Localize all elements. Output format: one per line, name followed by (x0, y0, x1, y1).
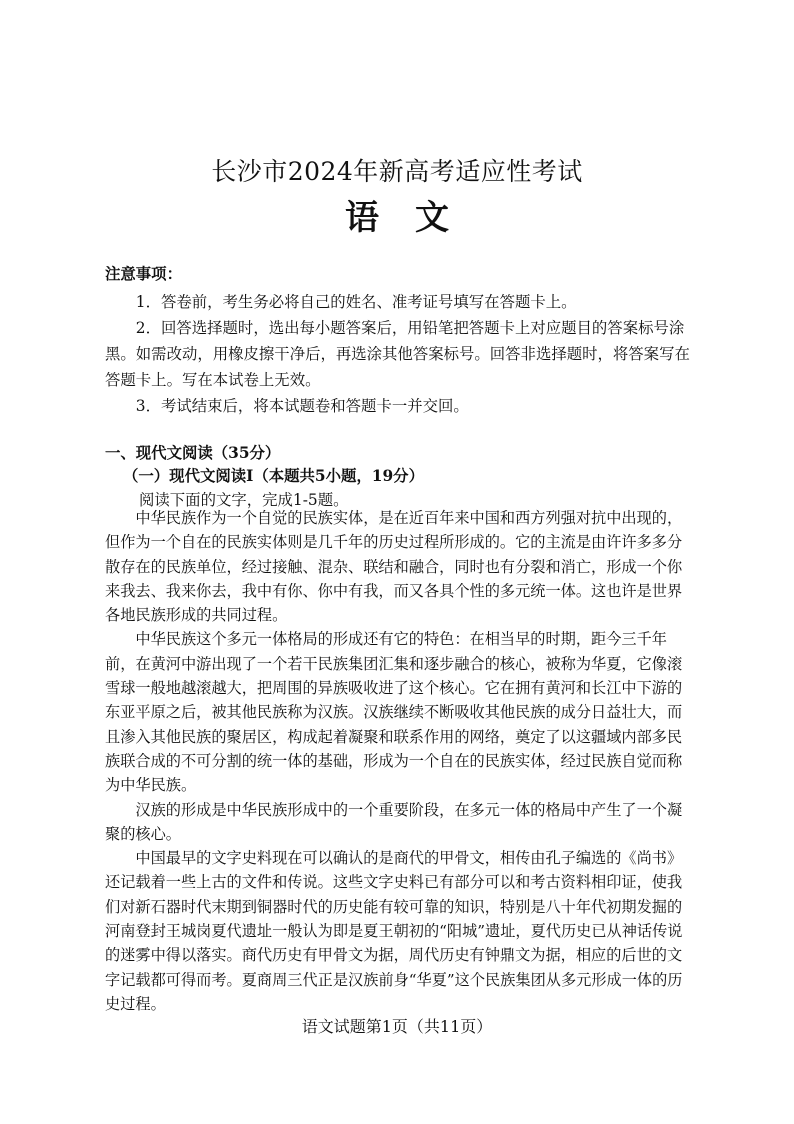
passage-paragraph-4: 中国最早的文字史料现在可以确认的是商代的甲骨文，相传由孔子编选的《尚书》还记载着一些上古的文件和传说。这些文字史料已有部分可以和考古资料相印证，使我们对新石器时代末期到铜器时代的历史能有较可靠的知识，特别是八十年代初期发掘的河南登封王城岗夏代遗址一般认为即是夏王朝初的“阳城”遗址，夏代历史已从神话传说的迷雾中得以落实。商代历史有甲骨文为据，周代历史有钟鼎文为据，相应的后世的文字记载都可得而考。夏商周三代正是汉族前身“华夏”这个民族集团从多元形成一体的历史过程。 (105, 849, 683, 1013)
page-footer: 语文试题第1页（共11页） (301, 1017, 493, 1036)
note-item-1: 1．答卷前，考生务必将自己的姓名、准考证号填写在答题卡上。 (135, 293, 577, 311)
passage-paragraph-2: 中华民族这个多元一体格局的形成还有它的特色：在相当早的时期，距今三千年前，在黄河中游出现了一个若干民族集团汇集和逐步融合的核心，被称为华夏，它像滚雪球一般地越滚越大，把周围的异族吸收进了这个核心。它在拥有黄河和长江中下游的东亚平原之后，被其他民族称为汉族。汉族继续不断吸收其他民族的成分日益壮大，而且渗入其他民族的聚居区，构成起着凝聚和联系作用的网络，奠定了以这疆域内部多民族联合成的不可分割的统一体的基础，形成为一个自在的民族实体，经过民族自觉而称为中华民族。 (105, 630, 683, 795)
note-item-3: 3．考试结束后，将本试题卷和答题卡一并交回。 (135, 397, 469, 415)
section-subtitle: （一）现代文阅读Ⅰ（本题共5小题，19分） (123, 467, 424, 485)
subject-title: 语文 (345, 198, 485, 238)
exam-title: 长沙市2024年新高考适应性考试 (211, 157, 583, 186)
note-item-2: 2．回答选择题时，选出每小题答案后，用铅笔把答题卡上对应题目的答案标号涂黑。如需改动，用橡皮擦干净后，再选涂其他答案标号。回答非选择题时，将答案写在答题卡上。写在本试卷上无效。 (105, 319, 690, 389)
passage-paragraph-1: 中华民族作为一个自觉的民族实体，是在近百年来中国和西方列强对抗中出现的，但作为一个自在的民族实体则是几千年的历史过程所形成的。它的主流是由许许多多分散存在的民族单位，经过接触、混杂、联结和融合，同时也有分裂和消亡，形成一个你来我去、我来你去，我中有你、你中有我，而又各具个性的多元统一体。这也许是世界各地民族形成的共同过程。 (105, 509, 683, 625)
notes-title: 注意事项： (105, 265, 182, 283)
section-title: 一、现代文阅读（35分） (105, 444, 281, 462)
reading-passage (105, 506, 693, 1016)
passage-paragraph-3: 汉族的形成是中华民族形成中的一个重要阶段，在多元一体的格局中产生了一个凝聚的核心。 (105, 800, 683, 843)
reading-instruction: 阅读下面的文字，完成1-5题。 (139, 491, 349, 509)
